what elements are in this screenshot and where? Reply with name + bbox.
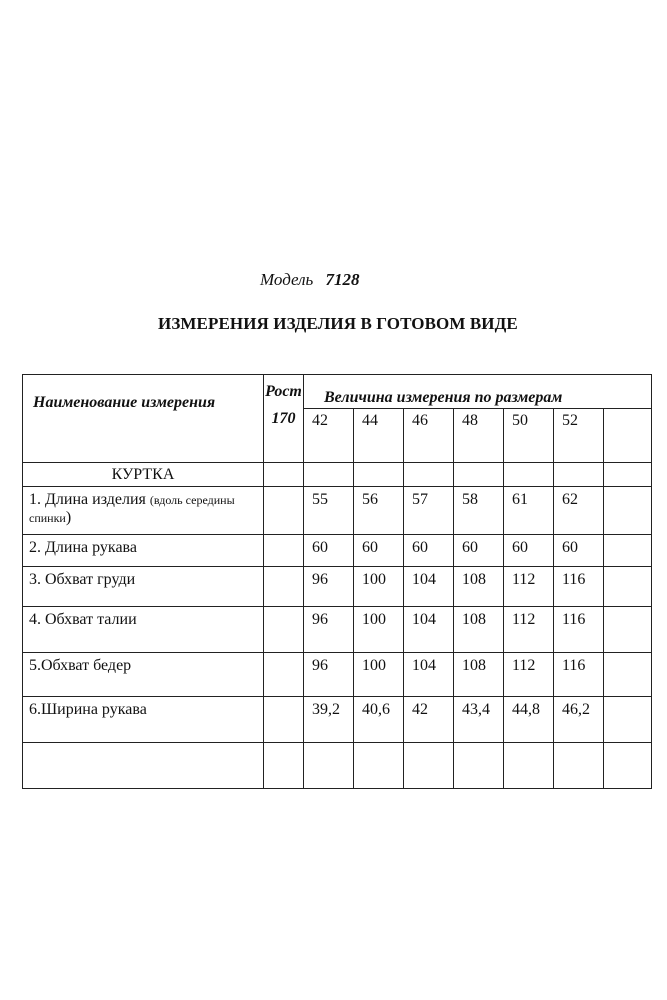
empty-cell bbox=[454, 743, 504, 789]
empty-cell bbox=[404, 463, 454, 487]
value-cell bbox=[604, 697, 652, 743]
empty-cell bbox=[264, 743, 304, 789]
value-cell: 60 bbox=[304, 535, 354, 567]
model-number: 7128 bbox=[325, 270, 360, 289]
section-row bbox=[23, 463, 652, 487]
value-cell: 58 bbox=[454, 487, 504, 535]
row-label bbox=[23, 487, 264, 535]
measurements-table bbox=[22, 374, 652, 789]
height-cell bbox=[264, 487, 304, 535]
value-cell: 96 bbox=[304, 653, 354, 697]
height-cell bbox=[264, 567, 304, 607]
height-cell bbox=[264, 653, 304, 697]
header-height-label: Рост bbox=[265, 383, 302, 400]
model-line bbox=[260, 270, 360, 290]
value-cell: 116 bbox=[554, 653, 604, 697]
value-cell bbox=[604, 487, 652, 535]
empty-cell bbox=[404, 743, 454, 789]
header-measurement-name: Наименование измерения bbox=[23, 375, 264, 463]
value-cell: 104 bbox=[404, 653, 454, 697]
row-label: 5.Обхват бедер bbox=[23, 653, 264, 697]
table-row bbox=[23, 535, 652, 567]
value-cell: 108 bbox=[454, 607, 504, 653]
value-cell: 104 bbox=[404, 567, 454, 607]
size-header-cell: 48 bbox=[454, 409, 504, 463]
value-cell: 100 bbox=[354, 607, 404, 653]
value-cell: 60 bbox=[554, 535, 604, 567]
size-header-cell: 50 bbox=[504, 409, 554, 463]
empty-cell bbox=[354, 463, 404, 487]
section-label: КУРТКА bbox=[23, 463, 264, 487]
header-height bbox=[264, 375, 304, 463]
value-cell: 96 bbox=[304, 567, 354, 607]
table-row bbox=[23, 697, 652, 743]
table-row bbox=[23, 607, 652, 653]
value-cell: 56 bbox=[354, 487, 404, 535]
value-cell: 57 bbox=[404, 487, 454, 535]
empty-cell bbox=[264, 463, 304, 487]
size-header-cell: 44 bbox=[354, 409, 404, 463]
size-header-cell: 42 bbox=[304, 409, 354, 463]
value-cell: 55 bbox=[304, 487, 354, 535]
row-label: 3. Обхват груди bbox=[23, 567, 264, 607]
value-cell bbox=[604, 567, 652, 607]
header-values-by-size: Величина измерения по размерам bbox=[304, 375, 652, 409]
model-label: Модель bbox=[260, 270, 314, 289]
value-cell: 116 bbox=[554, 567, 604, 607]
value-cell: 44,8 bbox=[504, 697, 554, 743]
table-row bbox=[23, 653, 652, 697]
empty-cell bbox=[604, 743, 652, 789]
value-cell: 61 bbox=[504, 487, 554, 535]
value-cell: 40,6 bbox=[354, 697, 404, 743]
value-cell: 108 bbox=[454, 567, 504, 607]
height-cell bbox=[264, 697, 304, 743]
row-label-text: 1. Длина изделия bbox=[29, 491, 150, 508]
empty-cell bbox=[23, 743, 264, 789]
value-cell: 60 bbox=[454, 535, 504, 567]
value-cell: 60 bbox=[404, 535, 454, 567]
value-cell: 100 bbox=[354, 653, 404, 697]
value-cell: 116 bbox=[554, 607, 604, 653]
empty-row bbox=[23, 743, 652, 789]
value-cell: 42 bbox=[404, 697, 454, 743]
value-cell bbox=[604, 607, 652, 653]
empty-cell bbox=[304, 743, 354, 789]
value-cell: 104 bbox=[404, 607, 454, 653]
value-cell: 112 bbox=[504, 653, 554, 697]
empty-cell bbox=[304, 463, 354, 487]
document-title: ИЗМЕРЕНИЯ ИЗДЕЛИЯ В ГОТОВОМ ВИДЕ bbox=[158, 314, 518, 333]
empty-cell bbox=[504, 463, 554, 487]
value-cell: 39,2 bbox=[304, 697, 354, 743]
row-label: 6.Ширина рукава bbox=[23, 697, 264, 743]
value-cell bbox=[604, 535, 652, 567]
value-cell: 60 bbox=[354, 535, 404, 567]
row-label-note: (вдоль середины спинки bbox=[29, 493, 235, 525]
row-label: 4. Обхват талии bbox=[23, 607, 264, 653]
value-cell: 62 bbox=[554, 487, 604, 535]
value-cell: 46,2 bbox=[554, 697, 604, 743]
value-cell: 112 bbox=[504, 567, 554, 607]
value-cell bbox=[604, 653, 652, 697]
height-cell bbox=[264, 535, 304, 567]
empty-cell bbox=[554, 463, 604, 487]
value-cell: 100 bbox=[354, 567, 404, 607]
table-row bbox=[23, 567, 652, 607]
value-cell: 112 bbox=[504, 607, 554, 653]
value-cell: 43,4 bbox=[454, 697, 504, 743]
header-height-value: 170 bbox=[271, 410, 296, 427]
empty-cell bbox=[554, 743, 604, 789]
size-header-cell: 52 bbox=[554, 409, 604, 463]
empty-cell bbox=[454, 463, 504, 487]
table-row bbox=[23, 487, 652, 535]
empty-cell bbox=[504, 743, 554, 789]
value-cell: 96 bbox=[304, 607, 354, 653]
row-label-tail: ) bbox=[65, 509, 72, 526]
empty-cell bbox=[604, 463, 652, 487]
value-cell: 60 bbox=[504, 535, 554, 567]
row-label: 2. Длина рукава bbox=[23, 535, 264, 567]
value-cell: 108 bbox=[454, 653, 504, 697]
size-header-cell: 46 bbox=[404, 409, 454, 463]
empty-cell bbox=[354, 743, 404, 789]
height-cell bbox=[264, 607, 304, 653]
size-header-cell bbox=[604, 409, 652, 463]
